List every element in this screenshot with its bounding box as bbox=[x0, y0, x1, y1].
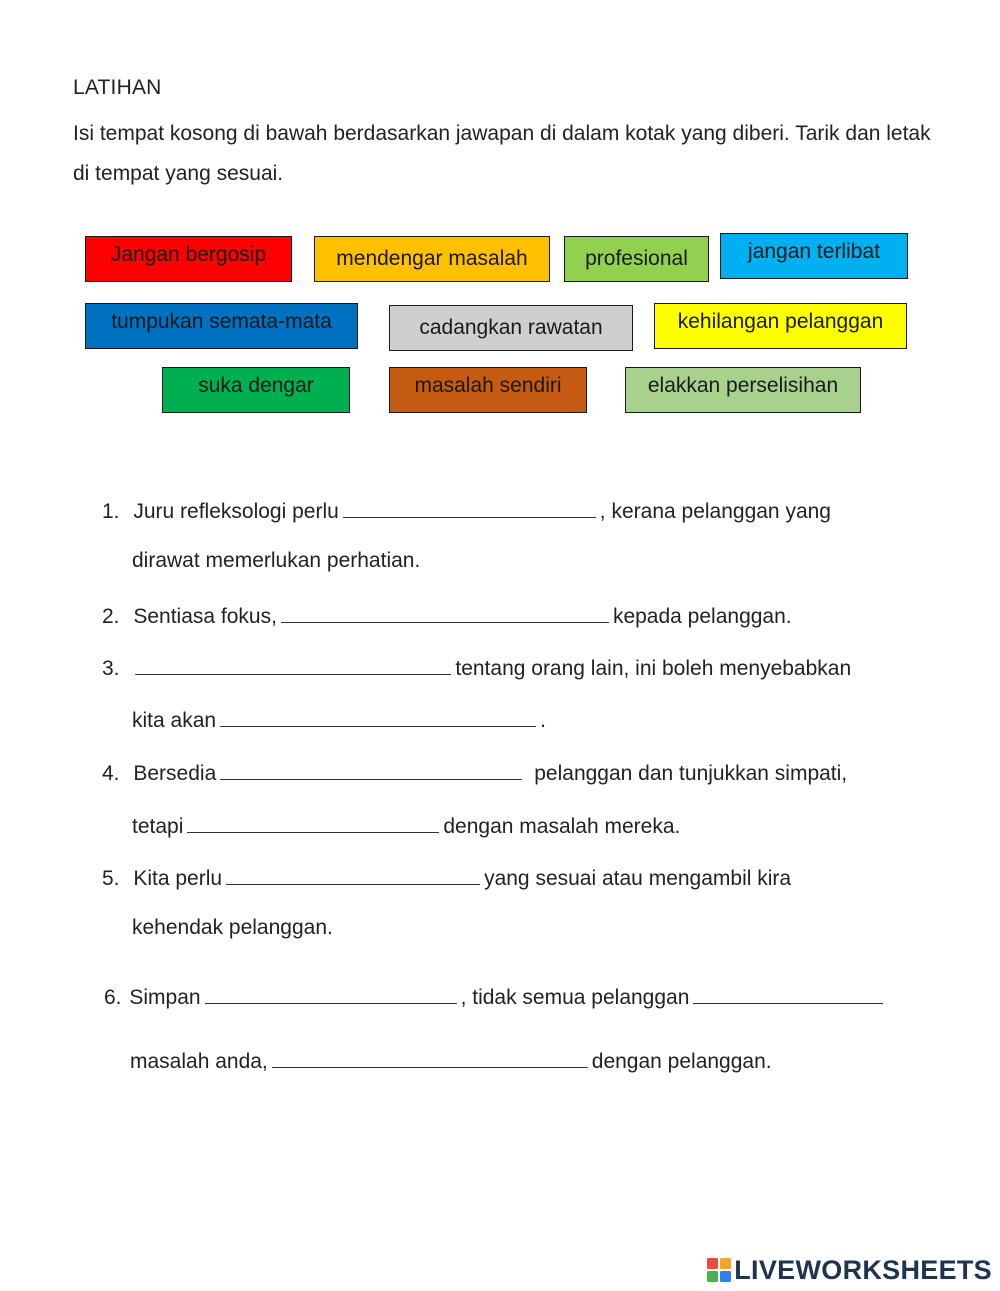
word-chip-label: Jangan bergosip bbox=[110, 243, 267, 266]
worksheet-title: LATIHAN bbox=[73, 76, 162, 99]
answer-blank[interactable] bbox=[343, 497, 596, 518]
word-chip-label: kehilangan pelanggan bbox=[677, 310, 884, 333]
word-chip-label: suka dengar bbox=[198, 374, 314, 397]
question-1-continuation bbox=[132, 549, 420, 573]
answer-blank[interactable] bbox=[220, 759, 522, 780]
question-text: Sentiasa fokus, bbox=[133, 605, 277, 628]
question-3-continuation bbox=[132, 706, 546, 733]
word-chip-label: mendengar masalah bbox=[336, 247, 528, 270]
question-text: dirawat memerlukan perhatian. bbox=[132, 549, 421, 572]
question-number: 5. bbox=[102, 867, 120, 890]
question-text: , kerana pelanggan yang bbox=[599, 500, 831, 523]
word-chip-jangan-bergosip[interactable] bbox=[85, 236, 292, 282]
question-1 bbox=[102, 497, 831, 524]
word-chip-label: tumpukan semata-mata bbox=[111, 310, 332, 333]
question-text: pelanggan dan tunjukkan simpati, bbox=[534, 762, 848, 785]
question-4 bbox=[102, 759, 847, 786]
worksheet-instruction: Isi tempat kosong di bawah berdasarkan jawapan di dalam kotak yang diberi. Tarik dan letak di tempat yang sesuai. bbox=[73, 122, 931, 185]
question-number: 2. bbox=[102, 605, 120, 628]
liveworksheets-logo bbox=[707, 1253, 992, 1287]
answer-blank[interactable] bbox=[205, 983, 457, 1004]
question-5-continuation bbox=[132, 916, 333, 940]
word-chip-cadangkan-rawatan[interactable] bbox=[389, 305, 633, 351]
question-text: kita akan bbox=[132, 709, 217, 732]
answer-blank[interactable] bbox=[693, 983, 883, 1004]
question-text: tentang orang lain, ini boleh menyebabkan bbox=[455, 657, 852, 680]
question-text: Bersedia bbox=[133, 762, 217, 785]
answer-blank[interactable] bbox=[187, 812, 439, 833]
question-text: , tidak semua pelanggan bbox=[460, 986, 690, 1009]
word-chip-mendengar-masalah[interactable] bbox=[314, 236, 550, 282]
question-text: Kita perlu bbox=[133, 867, 223, 890]
blocks-icon bbox=[707, 1258, 731, 1282]
question-number: 3. bbox=[102, 657, 120, 680]
question-text: dengan masalah mereka. bbox=[443, 815, 681, 838]
question-5 bbox=[102, 864, 791, 891]
answer-blank[interactable] bbox=[226, 864, 480, 885]
word-chip-kehilangan-pelanggan[interactable] bbox=[654, 303, 907, 349]
word-chip-label: profesional bbox=[585, 247, 688, 270]
question-text: kepada pelanggan. bbox=[612, 605, 792, 628]
word-chip-elakkan-perselisihan[interactable] bbox=[625, 367, 861, 413]
word-chip-suka-dengar[interactable] bbox=[162, 367, 350, 413]
answer-blank[interactable] bbox=[272, 1047, 588, 1068]
question-6-continuation bbox=[130, 1047, 772, 1074]
word-chip-label: jangan terlibat bbox=[748, 240, 880, 263]
question-2 bbox=[102, 602, 792, 629]
word-chip-label: elakkan perselisihan bbox=[647, 374, 839, 397]
answer-blank[interactable] bbox=[135, 654, 451, 675]
answer-blank[interactable] bbox=[281, 602, 609, 623]
question-3 bbox=[102, 654, 851, 681]
question-6 bbox=[104, 983, 887, 1010]
question-number: 4. bbox=[102, 762, 120, 785]
question-text: . bbox=[540, 709, 546, 732]
question-number: 6. bbox=[104, 986, 122, 1009]
word-chip-label: cadangkan rawatan bbox=[419, 316, 603, 339]
question-number: 1. bbox=[102, 500, 120, 523]
question-text: kehendak pelanggan. bbox=[132, 916, 333, 939]
question-text: dengan pelanggan. bbox=[591, 1050, 772, 1073]
word-chip-profesional[interactable] bbox=[564, 236, 709, 282]
answer-blank[interactable] bbox=[220, 706, 536, 727]
word-chip-jangan-terlibat[interactable] bbox=[720, 233, 908, 279]
question-text: tetapi bbox=[132, 815, 184, 838]
word-chip-label: masalah sendiri bbox=[414, 374, 562, 397]
question-text: masalah anda, bbox=[130, 1050, 268, 1073]
brand-name: LIVEWORKSHEETS bbox=[734, 1254, 992, 1285]
question-4-continuation bbox=[132, 812, 680, 839]
word-chip-tumpukan-semata-mata[interactable] bbox=[85, 303, 358, 349]
question-text: Simpan bbox=[129, 986, 201, 1009]
word-chip-masalah-sendiri[interactable] bbox=[389, 367, 587, 413]
question-text: Juru refleksologi perlu bbox=[133, 500, 339, 523]
question-text: yang sesuai atau mengambil kira bbox=[484, 867, 792, 890]
